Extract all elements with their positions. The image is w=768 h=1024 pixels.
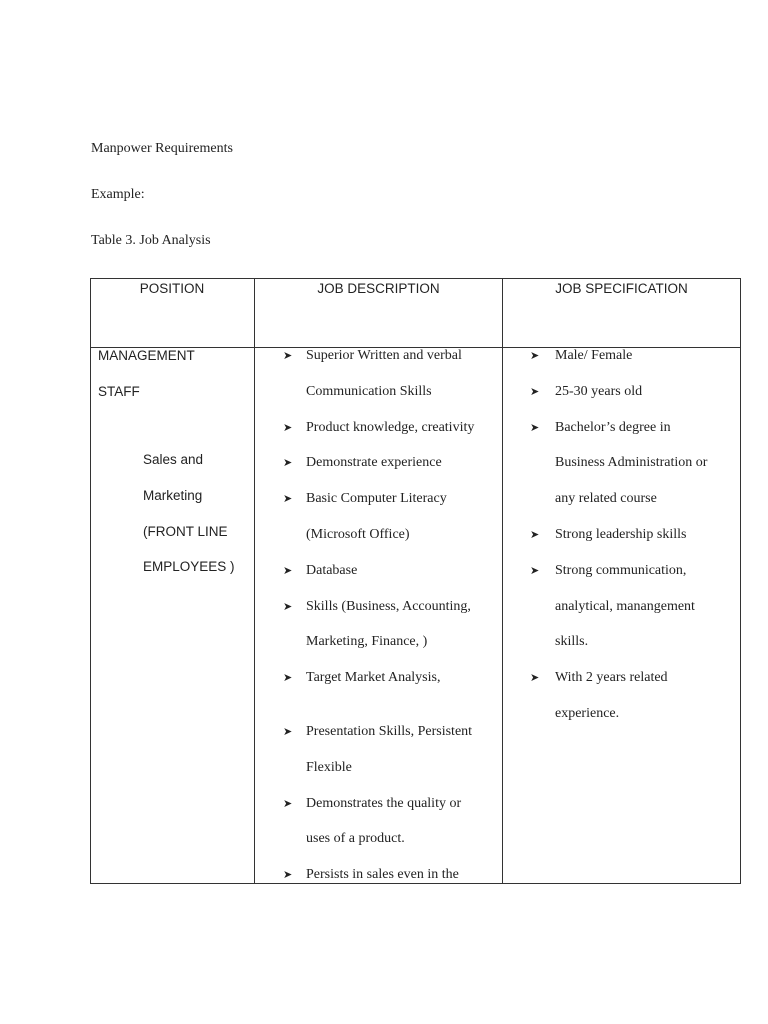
bullet-arrow-icon: ➤	[530, 384, 540, 398]
list-item-text: With 2 years related	[555, 670, 668, 686]
bullet-arrow-icon: ➤	[283, 599, 293, 613]
list-item-text: experience.	[555, 706, 620, 721]
list-item-text: Bachelor’s degree in	[555, 419, 671, 435]
list-item-text: Male/ Female	[555, 348, 633, 363]
position-role-line: Sales and	[143, 452, 204, 467]
bullet-arrow-icon: ➤	[283, 456, 293, 470]
list-item-text: Demonstrate experience	[306, 455, 442, 471]
list-item-text: Skills (Business, Accounting,	[306, 598, 471, 614]
bullet-arrow-icon: ➤	[283, 492, 293, 506]
section-heading: Manpower Requirements	[91, 141, 233, 156]
bullet-arrow-icon: ➤	[530, 528, 540, 541]
header-job-description: JOB DESCRIPTION	[317, 281, 440, 296]
bullet-arrow-icon: ➤	[530, 563, 540, 577]
list-item-text: 25-30 years old	[555, 383, 643, 399]
job-analysis-table	[90, 278, 741, 884]
list-item-text: analytical, manangement	[555, 598, 695, 614]
table-border-right	[740, 278, 741, 884]
position-category-line: MANAGEMENT	[98, 348, 195, 363]
list-item-text: Product knowledge, creativity	[306, 419, 475, 435]
header-position: POSITION	[139, 281, 205, 296]
list-item-text: Persists in sales even in the	[306, 867, 459, 883]
list-item-text: Marketing, Finance, )	[306, 634, 428, 650]
bullet-arrow-icon: ➤	[530, 349, 540, 362]
list-item-text: uses of a product.	[306, 831, 405, 847]
list-item-text: Communication Skills	[306, 383, 432, 399]
list-item-text: Strong leadership skills	[555, 527, 687, 542]
position-role-line: Marketing	[143, 487, 203, 503]
list-item-text: skills.	[555, 634, 589, 650]
bullet-arrow-icon: ➤	[283, 796, 293, 810]
table-caption: Table 3. Job Analysis	[91, 233, 211, 248]
bullet-arrow-icon: ➤	[283, 563, 293, 577]
bullet-arrow-icon: ➤	[283, 868, 293, 882]
bullet-arrow-icon: ➤	[530, 420, 540, 434]
bullet-arrow-icon: ➤	[283, 725, 293, 738]
bullet-arrow-icon: ➤	[283, 420, 293, 434]
list-item-text: Presentation Skills, Persistent	[306, 724, 473, 739]
table-border-left	[90, 278, 91, 884]
example-label: Example:	[91, 187, 145, 202]
bullet-arrow-icon: ➤	[283, 671, 293, 685]
position-role-line: EMPLOYEES )	[143, 559, 235, 575]
list-item-text: Strong communication,	[555, 562, 687, 578]
list-item-text: Business Administration or	[555, 455, 708, 471]
list-item-text: Superior Written and verbal	[306, 348, 462, 363]
column-divider-2	[502, 278, 503, 884]
position-role-line: (FRONT LINE	[143, 523, 228, 539]
list-item-text: Basic Computer Literacy	[306, 491, 447, 507]
bullet-arrow-icon: ➤	[530, 671, 540, 685]
position-category-line: STAFF	[98, 383, 140, 399]
column-divider-1	[254, 278, 255, 884]
list-item-text: Database	[306, 562, 358, 578]
list-item-text: Flexible	[306, 759, 352, 775]
list-item-text: Target Market Analysis,	[306, 670, 441, 686]
header-job-specification: JOB SPECIFICATION	[555, 281, 688, 296]
list-item-text: any related course	[555, 491, 657, 507]
list-item-text: Demonstrates the quality or	[306, 795, 462, 811]
list-item-text: (Microsoft Office)	[306, 527, 410, 542]
bullet-arrow-icon: ➤	[283, 349, 293, 362]
